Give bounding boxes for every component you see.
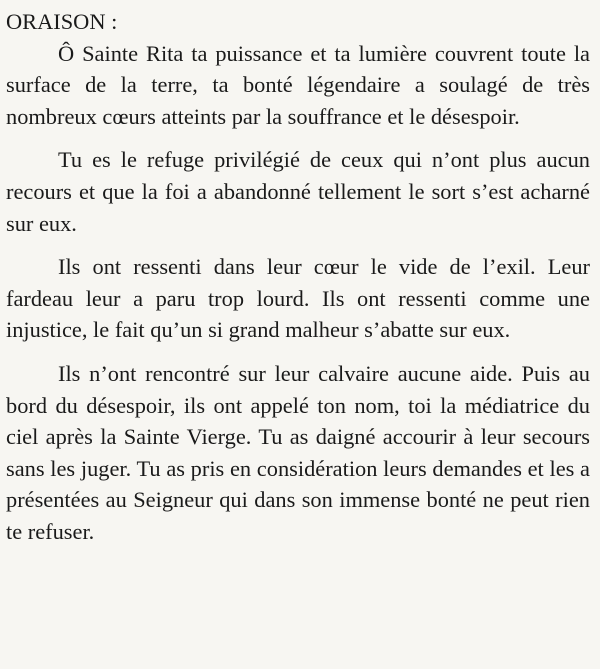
paragraph-1: Ô Sainte Rita ta puissance et ta lumière couvrent toute la surface de la terre, ta bonté légendaire a soulagé de très nombreux cœurs atteints par la souffrance et le désespoir. bbox=[6, 40, 590, 129]
paragraph-3: Ils ont ressenti dans leur cœur le vide de l’exil. Leur fardeau leur a paru trop lourd. Ils ont ressenti comme une injustice, le fait qu’un si grand malheur s’abatte sur eux. bbox=[6, 254, 590, 343]
paragraph-4: Ils n’ont rencontré sur leur calvaire aucune aide. Puis au bord du désespoir, ils ont appelé ton nom, toi la médiatrice du ciel après la Sainte Vierge. Tu as daigné accourir à leur secours sans les juger. Tu as pris en considération leurs demandes et les a présentées au Seigneur qui dans son immense bonté ne peut rien te refuser. bbox=[6, 360, 590, 544]
paragraph-2: Tu es le refuge privilégié de ceux qui n’ont plus aucun recours et que la foi a abandonné tellement le sort s’est acharné sur eux. bbox=[6, 147, 590, 236]
prayer-heading: ORAISON : bbox=[6, 9, 118, 34]
